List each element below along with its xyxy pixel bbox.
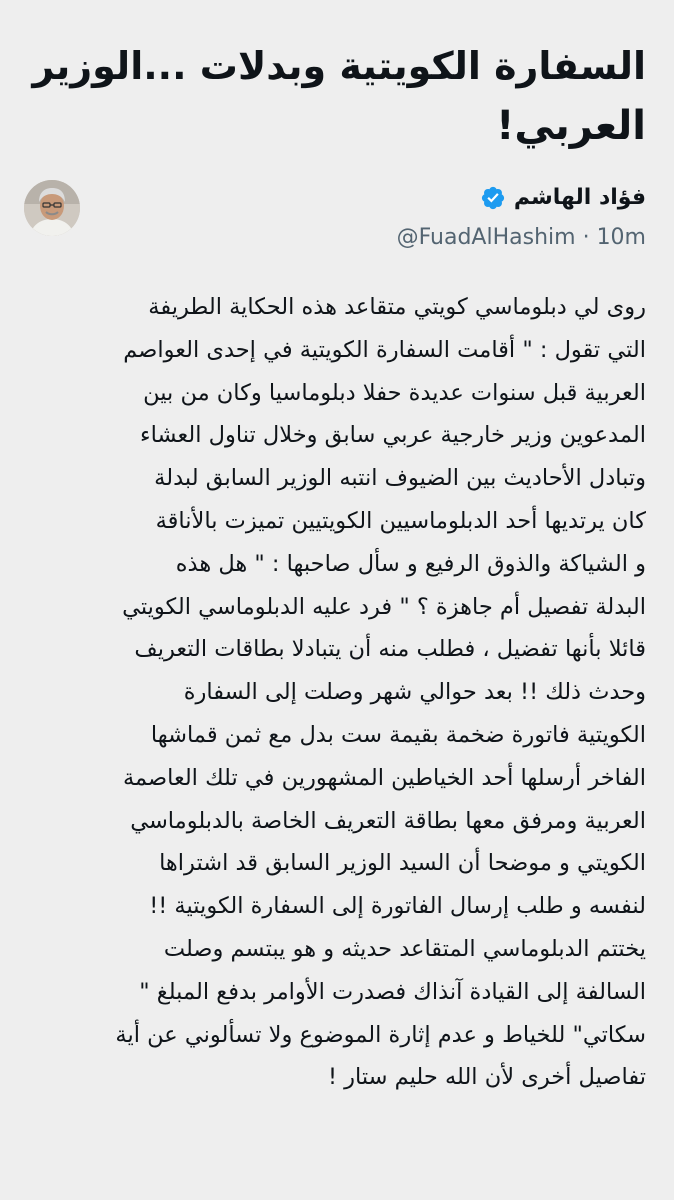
post-line-3: العربية قبل سنوات عديدة حفلا دبلوماسيا وكان من بين [143,379,646,406]
post-line-12: الفاخر أرسلها أحد الخياطين المشهورين في تلك العاصمة [122,764,646,791]
author-block [36,182,646,252]
verified-badge-icon [480,185,506,211]
handle[interactable]: @FuadAlHashim [396,225,576,250]
post-line-6: كان يرتديها أحد الدبلوماسيين الكويتيين تميزت بالأناقة [155,507,646,534]
timestamp[interactable]: 10m [596,225,646,250]
post-line-5: وتبادل الأحاديث بين الضيوف انتبه الوزير السابق لبدلة [154,465,646,492]
post-line-2: التي تقول : " أقامت السفارة الكويتية في إحدى العواصم [123,336,646,363]
post-line-7: و الشياكة والذوق الرفيع و سأل صاحبها : " هل هذه [175,550,646,577]
post-line-16: يختتم الدبلوماسي المتقاعد حديثه و هو يبتسم وصلت [163,935,646,962]
name-row [480,184,646,212]
post-line-18: سكاتي" للخياط و عدم إثارة الموضوع ولا تسألوني عن أية [115,1021,646,1048]
display-name[interactable]: فؤاد الهاشم [513,185,646,210]
post-line-11: الكويتية فاتورة ضخمة بقيمة ست بدل مع ثمن قماشها [150,721,646,748]
headline-line-2: العربي! [496,103,646,149]
post-line-9: قائلا بأنها تفضيل ، فطلب منه أن يتبادلا بطاقات التعريف [134,636,646,663]
post-line-19: تفاصيل أخرى لأن الله حليم ستار ! [327,1064,646,1091]
headline-line-1: السفارة الكويتية وبدلات ...الوزير [32,44,646,88]
post-line-1: روى لي دبلوماسي كويتي متقاعد هذه الحكاية الطريفة [148,294,646,320]
post-line-17: السالفة إلى القيادة آنذاك فصدرت الأوامر بدفع المبلغ " [139,978,646,1005]
post-line-4: المدعوين وزير خارجية عربي سابق وخلال تناول العشاء [140,422,646,449]
post-line-10: وحدث ذلك !! بعد حوالي شهر وصلت إلى السفارة [183,679,646,706]
post-line-14: الكويتي و موضحا أن السيد الوزير السابق قد اشتراها [159,850,646,877]
post-line-8: البدلة تفصيل أم جاهزة ؟ " فرد عليه الدبلوماسي الكويتي [122,593,646,620]
post-line-13: العربية ومرفق معها بطاقة التعريف الخاصة بالدبلوماسي [130,807,646,834]
headline [26,36,646,156]
post-line-15: لنفسه و طلب إرسال الفاتورة إلى السفارة الكويتية !! [149,893,646,920]
post-text [30,286,646,1099]
handle-row [397,224,646,252]
separator-dot: · [582,225,590,250]
